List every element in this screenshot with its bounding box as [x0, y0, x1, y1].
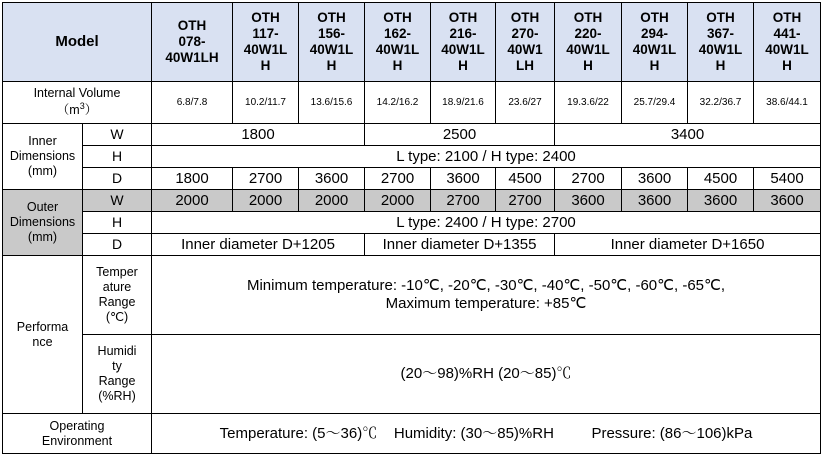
model-name: OTH 117- 40W1L H	[233, 3, 299, 82]
inner-d-value: 5400	[754, 168, 821, 190]
model-name: OTH 220- 40W1L H	[555, 3, 622, 82]
environment-row	[3, 414, 821, 454]
outer-w-value: 2700	[496, 190, 555, 212]
model-name: OTH 078- 40W1LH	[152, 3, 233, 82]
env-humidity: Humidity: (30～85)%RH	[393, 424, 554, 442]
outer-w-value: 2000	[365, 190, 431, 212]
inner-d-value: 3600	[299, 168, 365, 190]
inner-d-label: D	[83, 168, 152, 190]
model-header-label: Model	[3, 3, 152, 82]
env-temperature: Temperature: (5～36)℃	[219, 424, 378, 442]
inner-d-value: 2700	[365, 168, 431, 190]
env-pressure: Pressure: (86～106)kPa	[591, 424, 753, 442]
outer-w-value: 2000	[299, 190, 365, 212]
model-name: OTH 441- 40W1L H	[754, 3, 821, 82]
inner-h-label: H	[83, 146, 152, 168]
performance-temperature-row	[3, 256, 821, 335]
inner-w-value: 3400	[555, 124, 821, 146]
volume-value: 19.3.6/22	[555, 82, 622, 124]
outer-d-value: Inner diameter D+1355	[365, 234, 555, 256]
outer-dimensions-label: Outer Dimensions (mm)	[3, 190, 83, 256]
volume-value: 23.6/27	[496, 82, 555, 124]
inner-w-value: 2500	[365, 124, 555, 146]
outer-w-value: 2000	[152, 190, 233, 212]
performance-label: Performa nce	[3, 256, 83, 414]
volume-value: 18.9/21.6	[431, 82, 496, 124]
outer-d-value: Inner diameter D+1205	[152, 234, 365, 256]
outer-d-row	[3, 234, 821, 256]
inner-w-row	[3, 124, 821, 146]
outer-w-value: 3600	[754, 190, 821, 212]
specification-table	[2, 2, 821, 454]
inner-h-row	[3, 146, 821, 168]
volume-value: 6.8/7.8	[152, 82, 233, 124]
inner-d-value: 2700	[555, 168, 622, 190]
volume-value: 25.7/29.4	[622, 82, 688, 124]
outer-w-row	[3, 190, 821, 212]
inner-d-value: 4500	[688, 168, 754, 190]
inner-d-value: 1800	[152, 168, 233, 190]
outer-h-label: H	[83, 212, 152, 234]
volume-value: 14.2/16.2	[365, 82, 431, 124]
inner-d-value: 2700	[233, 168, 299, 190]
model-name: OTH 294- 40W1L H	[622, 3, 688, 82]
model-name: OTH 162- 40W1L H	[365, 3, 431, 82]
outer-h-value: L type: 2400 / H type: 2700	[152, 212, 821, 234]
volume-value: 10.2/11.7	[233, 82, 299, 124]
outer-w-value: 3600	[688, 190, 754, 212]
outer-h-row	[3, 212, 821, 234]
model-name: OTH 216- 40W1L H	[431, 3, 496, 82]
volume-label: Internal Volume $(m^3)$	[3, 82, 152, 124]
inner-w-label: W	[83, 124, 152, 146]
inner-h-value: L type: 2100 / H type: 2400	[152, 146, 821, 168]
humidity-range-label: Humidi ty Range (%RH)	[83, 335, 152, 414]
volume-value: 13.6/15.6	[299, 82, 365, 124]
inner-d-row	[3, 168, 821, 190]
outer-d-value: Inner diameter D+1650	[555, 234, 821, 256]
model-name: OTH 367- 40W1L H	[688, 3, 754, 82]
outer-d-label: D	[83, 234, 152, 256]
operating-environment-value	[152, 414, 821, 454]
outer-w-value: 2700	[431, 190, 496, 212]
outer-w-value: 2000	[233, 190, 299, 212]
model-name: OTH 270- 40W1 LH	[496, 3, 555, 82]
inner-d-value: 3600	[622, 168, 688, 190]
model-name: OTH 156- 40W1L H	[299, 3, 365, 82]
volume-value: 32.2/36.7	[688, 82, 754, 124]
inner-d-value: 4500	[496, 168, 555, 190]
temperature-range-label: Temper ature Range (℃)	[83, 256, 152, 335]
volume-value: 38.6/44.1	[754, 82, 821, 124]
humidity-range-value: (20～98)%RH (20～85)℃	[152, 335, 821, 414]
temperature-range-value: Minimum temperature: -10℃, -20℃, -30℃, -40℃, -50℃, -60℃, -65℃, Maximum temperature: +85℃	[152, 256, 821, 335]
inner-w-value: 1800	[152, 124, 365, 146]
operating-environment-label: Operating Environment	[3, 414, 152, 454]
outer-w-label: W	[83, 190, 152, 212]
performance-humidity-row	[3, 335, 821, 414]
outer-w-value: 3600	[555, 190, 622, 212]
inner-d-value: 3600	[431, 168, 496, 190]
outer-w-value: 3600	[622, 190, 688, 212]
header-row	[3, 3, 821, 82]
inner-dimensions-label: Inner Dimensions (mm)	[3, 124, 83, 190]
volume-row	[3, 82, 821, 124]
